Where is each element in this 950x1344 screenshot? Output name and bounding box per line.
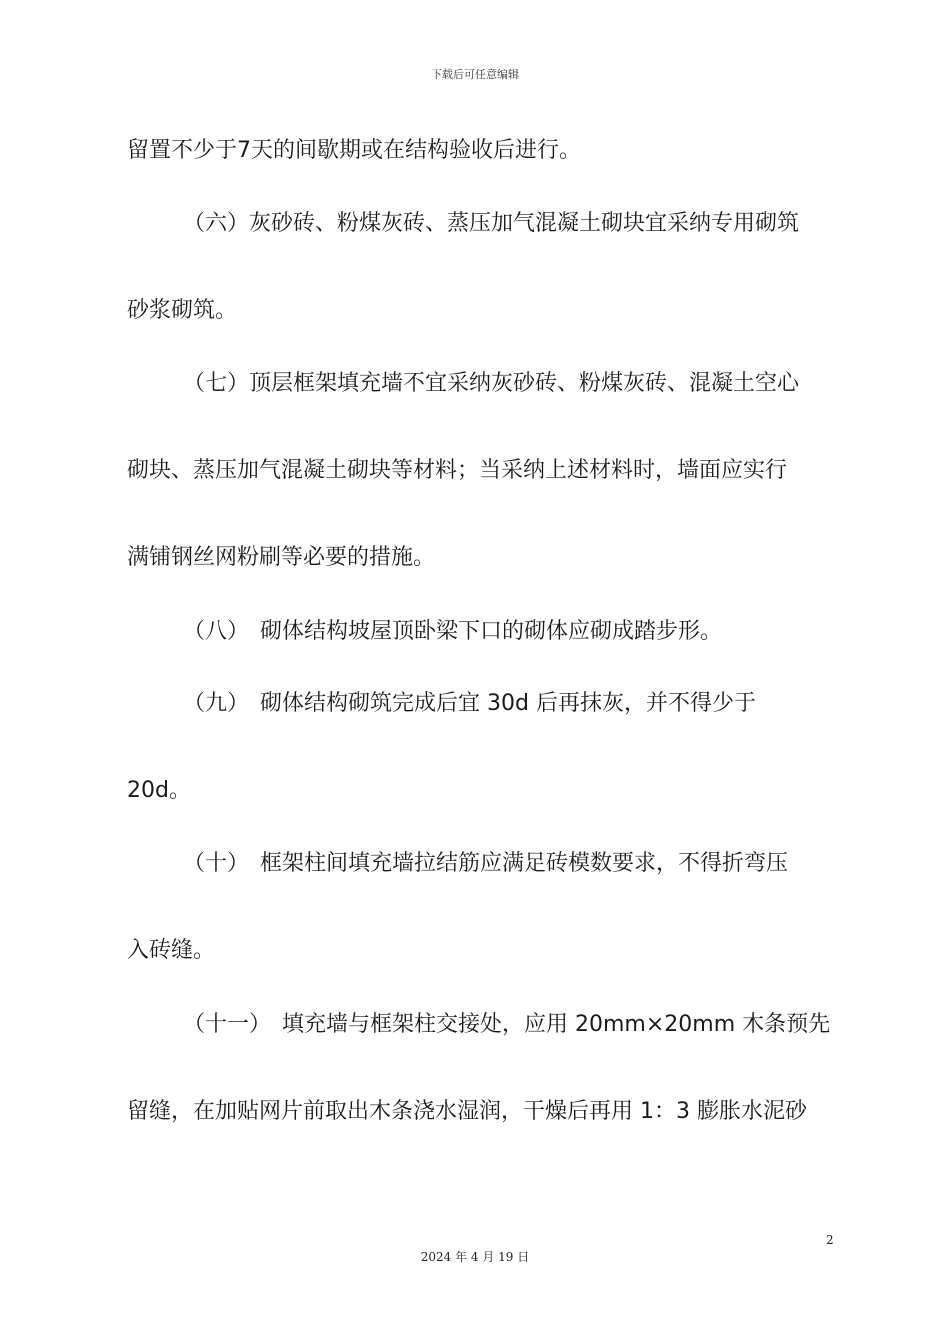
text-line-4: （七）顶层框架填充墙不宜采纳灰砂砖、粉煤灰砖、混凝土空心 (183, 371, 800, 396)
page-header: 下载后可任意编辑 (431, 68, 519, 81)
text-line-5: 砌块、蒸压加气混凝土砌块等材料；当采纳上述材料时，墙面应实行 (127, 458, 788, 483)
text-line-2-content: （六）灰砂砖、粉煤灰砖、蒸压加气混凝土砌块宜采纳专用砌筑 (183, 211, 800, 236)
text-line-6: 满铺钢丝网粉刷等必要的措施。 (127, 545, 436, 570)
text-line-11: 入砖缝。 (127, 938, 216, 963)
text-line-8: （九） 砌体结构砌筑完成后宜 30d 后再抹灰，并不得少于 (183, 691, 756, 716)
text-line-10: （十） 框架柱间填充墙拉结筋应满足砖模数要求，不得折弯压 (183, 851, 789, 876)
text-line-7: （八） 砌体结构坡屋顶卧梁下口的砌体应砌成踏步形。 (183, 619, 723, 644)
text-line-13: 留缝，在加贴网片前取出木条浇水湿润，干燥后再用 1：3 膨胀水泥砂 (127, 1099, 807, 1124)
text-line-3: 砂浆砌筑。 (127, 298, 238, 323)
text-line-2 (183, 209, 836, 239)
text-line-1: 留置不少于7天的间歇期或在结构验收后进行。 (127, 138, 581, 163)
text-line-9: 20d。 (127, 778, 191, 803)
page-number: 2 (826, 1233, 834, 1247)
page-footer-date: 2024 年 4 月 19 日 (420, 1250, 530, 1264)
text-line-12: （十一） 填充墙与框架柱交接处，应用 20mm×20mm 木条预先 (183, 1012, 831, 1037)
